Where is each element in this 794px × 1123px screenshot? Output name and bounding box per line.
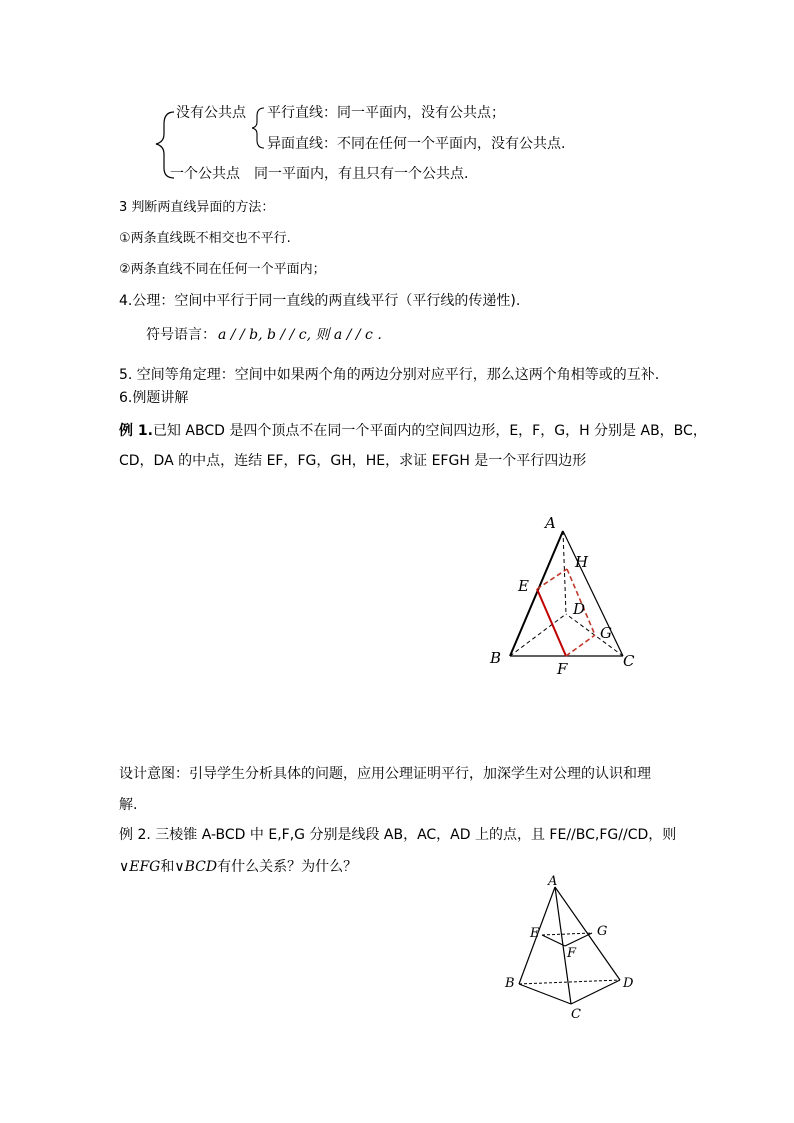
example-1-line-2: CD，DA 的中点，连结 EF，FG，GH，HE，求证 EFGH 是一个平行四边形 [119,453,587,469]
example-2-line-1: 例 2. 三棱锥 A-BCD 中 E,F,G 分别是线段 AB，AC，AD 上的点，且 FE//BC,FG//CD，则 [119,827,677,843]
edge2-CD [571,980,620,1004]
method-2: ②两条直线不同在任何一个平面内； [119,262,326,277]
symbol-expression: a / / b, b / / c, 则 a / / c . [218,327,382,343]
fig1-label-A: A [545,514,556,532]
method-1: ①两条直线既不相交也不平行. [119,231,291,246]
segment2-FG [565,933,592,946]
fig2-label-B: B [505,976,515,991]
edge2-BD [519,980,620,984]
fig2-label-F: F [567,946,577,961]
fig1-label-G: G [600,624,612,642]
fig1-label-E: E [518,577,529,595]
axiom-4: 4.公理：空间中平行于同一直线的两直线平行（平行线的传递性). [119,293,521,309]
section-6-title: 6.例题讲解 [119,390,189,406]
segment2-EG [542,933,592,935]
design-intent-line-2: 解. [119,797,138,813]
example-1-head: 例 1. [119,423,153,439]
fig1-label-H: H [575,553,589,571]
triangle-bcd: ∨BCD [174,859,218,875]
intersecting-lines-def: 同一平面内，有且只有一个公共点. [254,166,469,182]
skew-lines-def: 异面直线：不同在任何一个平面内，没有公共点. [267,136,566,152]
section-3-title: 3 判断两直线异面的方法： [119,200,275,215]
triangle-efg: ∨EFG [119,859,161,875]
fig2-label-E: E [530,926,540,941]
edge2-BC [519,984,571,1004]
example-1-text: 已知 ABCD 是四个顶点不在同一个平面内的空间四边形，E，F，G，H 分别是 AB，BC， [152,423,707,439]
fig2-label-C: C [571,1007,581,1022]
parallel-lines-def: 平行直线：同一平面内，没有公共点； [267,105,505,121]
one-common-point-label: 一个公共点 [170,166,240,182]
fig1-label-C: C [623,652,635,670]
fig2-label-D: D [623,976,634,991]
design-intent-line-1: 设计意图：引导学生分析具体的问题，应用公理证明平行，加深学生对公理的认识和理 [119,766,651,782]
fig1-label-F: F [557,660,568,678]
fig2-label-G: G [597,924,608,939]
example-2-question: 有什么关系？为什么？ [217,859,358,875]
no-common-point-label: 没有公共点 [176,105,246,121]
fig2-label-A: A [548,874,558,889]
symbol-label: 符号语言： [146,327,216,343]
and-word: 和 [160,859,175,875]
fig1-label-B: B [490,649,502,667]
equal-angle-theorem: 5. 空间等角定理：空间中如果两个角的两边分别对应平行，那么这两个角相等或的互补. [119,367,660,383]
fig1-label-D: D [573,600,586,618]
